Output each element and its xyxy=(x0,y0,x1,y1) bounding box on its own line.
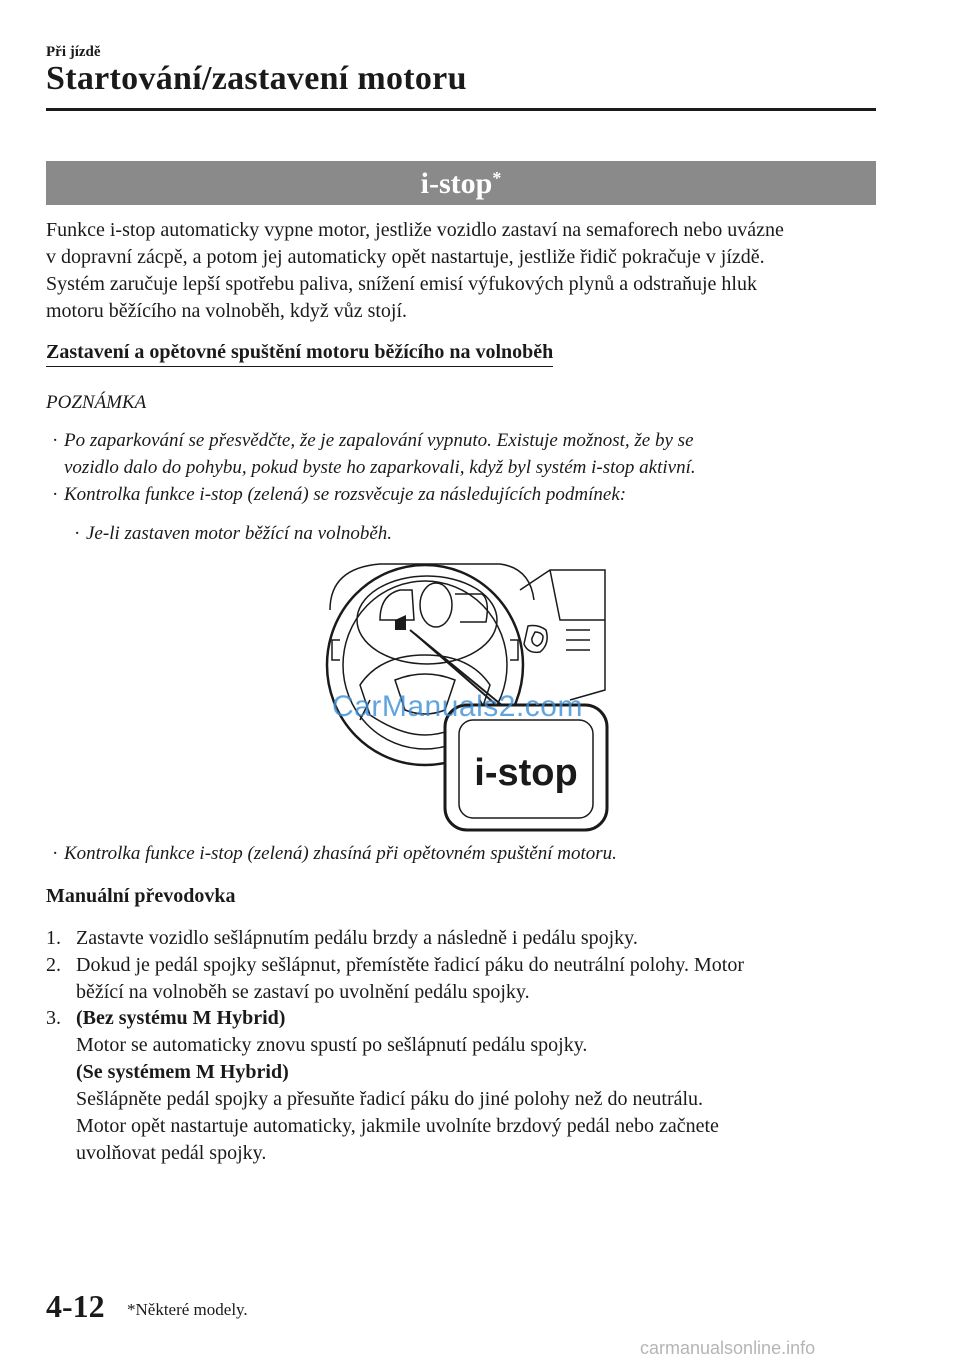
step-text: Dokud je pedál spojky sešlápnut, přemístěte řadicí páku do neutrální polohy. Motor xyxy=(76,954,745,976)
step-text: běžící na volnoběh se zastaví po uvolnění pedálu spojky. xyxy=(76,981,530,1003)
step-number: 3. xyxy=(46,1007,61,1029)
note-bullet xyxy=(52,840,884,867)
site-watermark: carmanualsonline.info xyxy=(640,1338,816,1358)
intro-line: Systém zaručuje lepší spotřebu paliva, snížení emisí výfukových plynů a odstraňuje hluk xyxy=(46,273,757,295)
note-bullet xyxy=(52,481,884,508)
intro-line: Funkce i-stop automaticky vypne motor, jestliže vozidlo zastaví na semaforech nebo uvázne xyxy=(46,219,784,241)
note-title: POZNÁMKA xyxy=(46,392,147,413)
note-bullet-line: Po zaparkování se přesvědčte, že je zapalování vypnuto. Existuje možnost, že by se xyxy=(64,430,694,451)
note-sub-bullet xyxy=(74,520,866,547)
note-bullet-line: Je-li zastaven motor běžící na volnoběh. xyxy=(86,523,393,544)
banner-footnote-marker: * xyxy=(492,168,502,188)
bullet-dot-icon: · xyxy=(52,430,59,451)
note-bullet-line: vozidlo dalo do pohybu, pokud byste ho zaparkovali, když byl systém i-stop aktivní. xyxy=(64,457,696,478)
footnote: *Některé modely. xyxy=(127,1300,248,1319)
section-label: Při jízdě xyxy=(46,44,101,60)
bullet-dot-icon: · xyxy=(74,523,81,544)
step-text: Zastavte vozidlo sešlápnutím pedálu brzdy a následně i pedálu spojky. xyxy=(76,927,638,949)
title-divider xyxy=(46,108,876,111)
section-banner xyxy=(46,161,876,205)
bullet-dot-icon: · xyxy=(52,484,59,505)
page-number: 4-12 xyxy=(46,1288,105,1324)
step-number: 1. xyxy=(46,927,61,949)
page-title: Startování/zastavení motoru xyxy=(46,60,467,97)
step-text: Motor opět nastartuje automaticky, jakmile uvolníte brzdový pedál nebo začnete xyxy=(76,1115,719,1137)
note-bullet xyxy=(52,427,884,481)
step-item xyxy=(46,952,886,1006)
step-condition-label: (Se systémem M Hybrid) xyxy=(76,1061,289,1083)
step-condition-label: (Bez systému M Hybrid) xyxy=(76,1007,286,1029)
intro-paragraph xyxy=(46,217,886,325)
step-item xyxy=(46,1005,886,1167)
step-text: uvolňovat pedál spojky. xyxy=(76,1142,267,1164)
step-text: Sešlápněte pedál spojky a přesuňte řadicí páku do jiné polohy než do neutrálu. xyxy=(76,1088,704,1110)
note-bullet-line: Kontrolka funkce i-stop (zelená) zhasíná při opětovném spuštění motoru. xyxy=(64,843,617,864)
watermark-text: CarManuals2.com xyxy=(332,690,583,723)
step-text: Motor se automaticky znovu spustí po sešlápnutí pedálu spojky. xyxy=(76,1034,588,1056)
manual-transmission-heading: Manuální převodovka xyxy=(46,885,236,907)
intro-line: motoru běžícího na volnoběh, když vůz stojí. xyxy=(46,300,408,322)
bullet-dot-icon: · xyxy=(52,843,59,864)
istop-indicator-text: i-stop xyxy=(474,752,578,794)
subsection-heading: Zastavení a opětovné spuštění motoru běžícího na volnoběh xyxy=(46,339,553,367)
step-number: 2. xyxy=(46,954,61,976)
note-bullet-line: Kontrolka funkce i-stop (zelená) se rozsvěcuje za následujících podmínek: xyxy=(64,484,627,505)
step-item xyxy=(46,925,886,952)
intro-line: v dopravní zácpě, a potom jej automaticky opět nastartuje, jestliže řidič pokračuje v jízdě. xyxy=(46,246,765,268)
banner-title: i-stop xyxy=(420,167,493,200)
